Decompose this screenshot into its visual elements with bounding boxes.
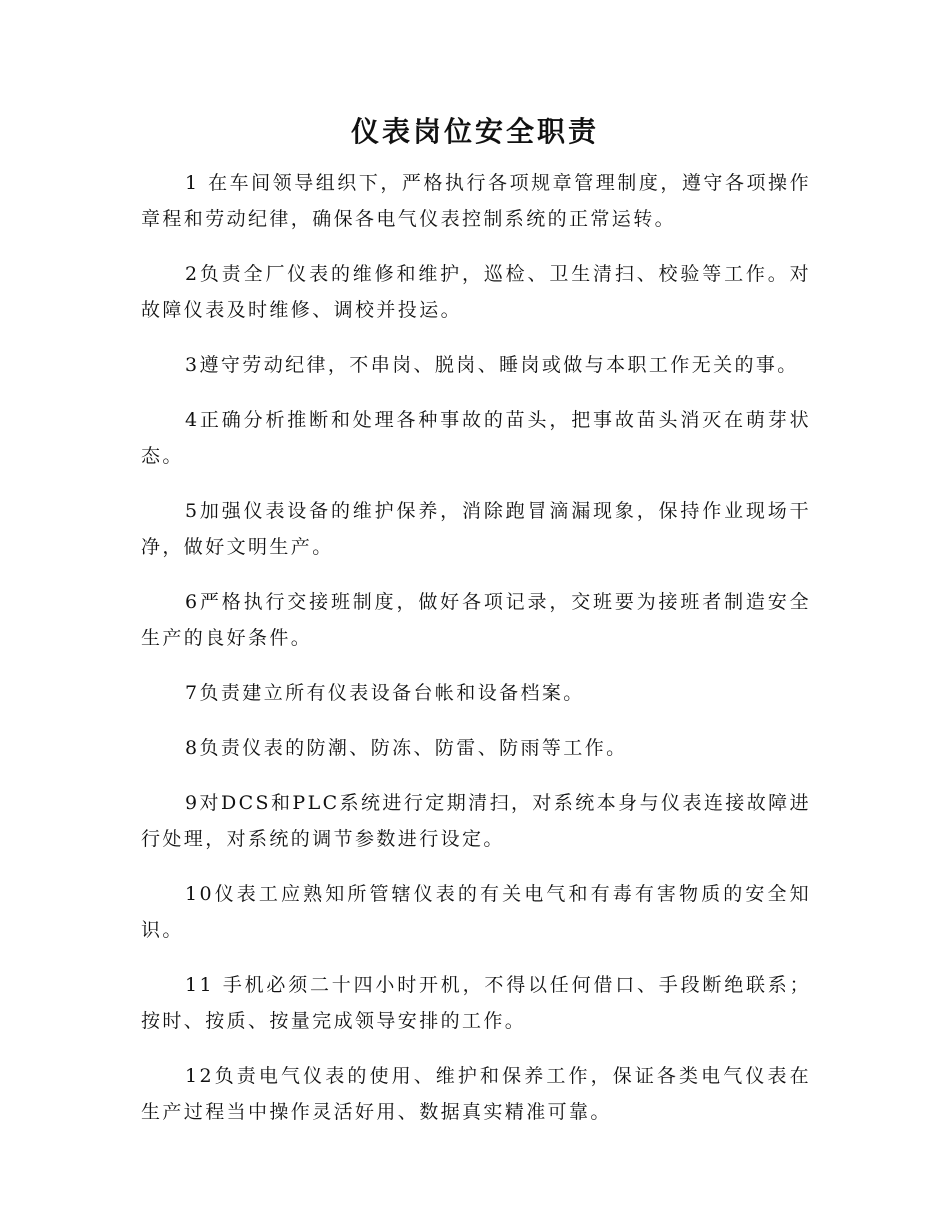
duty-item-4: 4正确分析推断和处理各种事故的苗头，把事故苗头消灭在萌芽状态。 xyxy=(141,409,811,467)
duty-item-12: 12负责电气仪表的使用、维护和保养工作，保证各类电气仪表在生产过程当中操作灵活好用、数据真实精准可靠。 xyxy=(141,1065,811,1123)
duty-item-9: 9对DCS和PLC系统进行定期清扫，对系统本身与仪表连接故障进行处理，对系统的调节参数进行设定。 xyxy=(141,792,811,850)
duty-item-2: 2负责全厂仪表的维修和维护，巡检、卫生清扫、校验等工作。对故障仪表及时维修、调校并投运。 xyxy=(141,263,811,321)
duty-item-5: 5加强仪表设备的维护保养，消除跑冒滴漏现象，保持作业现场干净，做好文明生产。 xyxy=(141,500,811,558)
duty-item-1: 1 在车间领导组织下，严格执行各项规章管理制度，遵守各项操作章程和劳动纪律，确保各电气仪表控制系统的正常运转。 xyxy=(141,172,811,230)
duty-item-8: 8负责仪表的防潮、防冻、防雷、防雨等工作。 xyxy=(185,737,628,759)
duty-item-3: 3遵守劳动纪律，不串岗、脱岗、睡岗或做与本职工作无关的事。 xyxy=(185,354,799,376)
duty-item-10: 10仪表工应熟知所管辖仪表的有关电气和有毒有害物质的安全知识。 xyxy=(141,883,811,941)
duty-item-11: 11 手机必须二十四小时开机，不得以任何借口、手段断绝联系；按时、按质、按量完成领导安排的工作。 xyxy=(141,974,811,1032)
duty-list xyxy=(141,165,811,1149)
document-title: 仪表岗位安全职责 xyxy=(350,115,599,148)
duty-item-6: 6严格执行交接班制度，做好各项记录，交班要为接班者制造安全生产的良好条件。 xyxy=(141,591,811,649)
duty-item-7: 7负责建立所有仪表设备台帐和设备档案。 xyxy=(185,682,585,704)
